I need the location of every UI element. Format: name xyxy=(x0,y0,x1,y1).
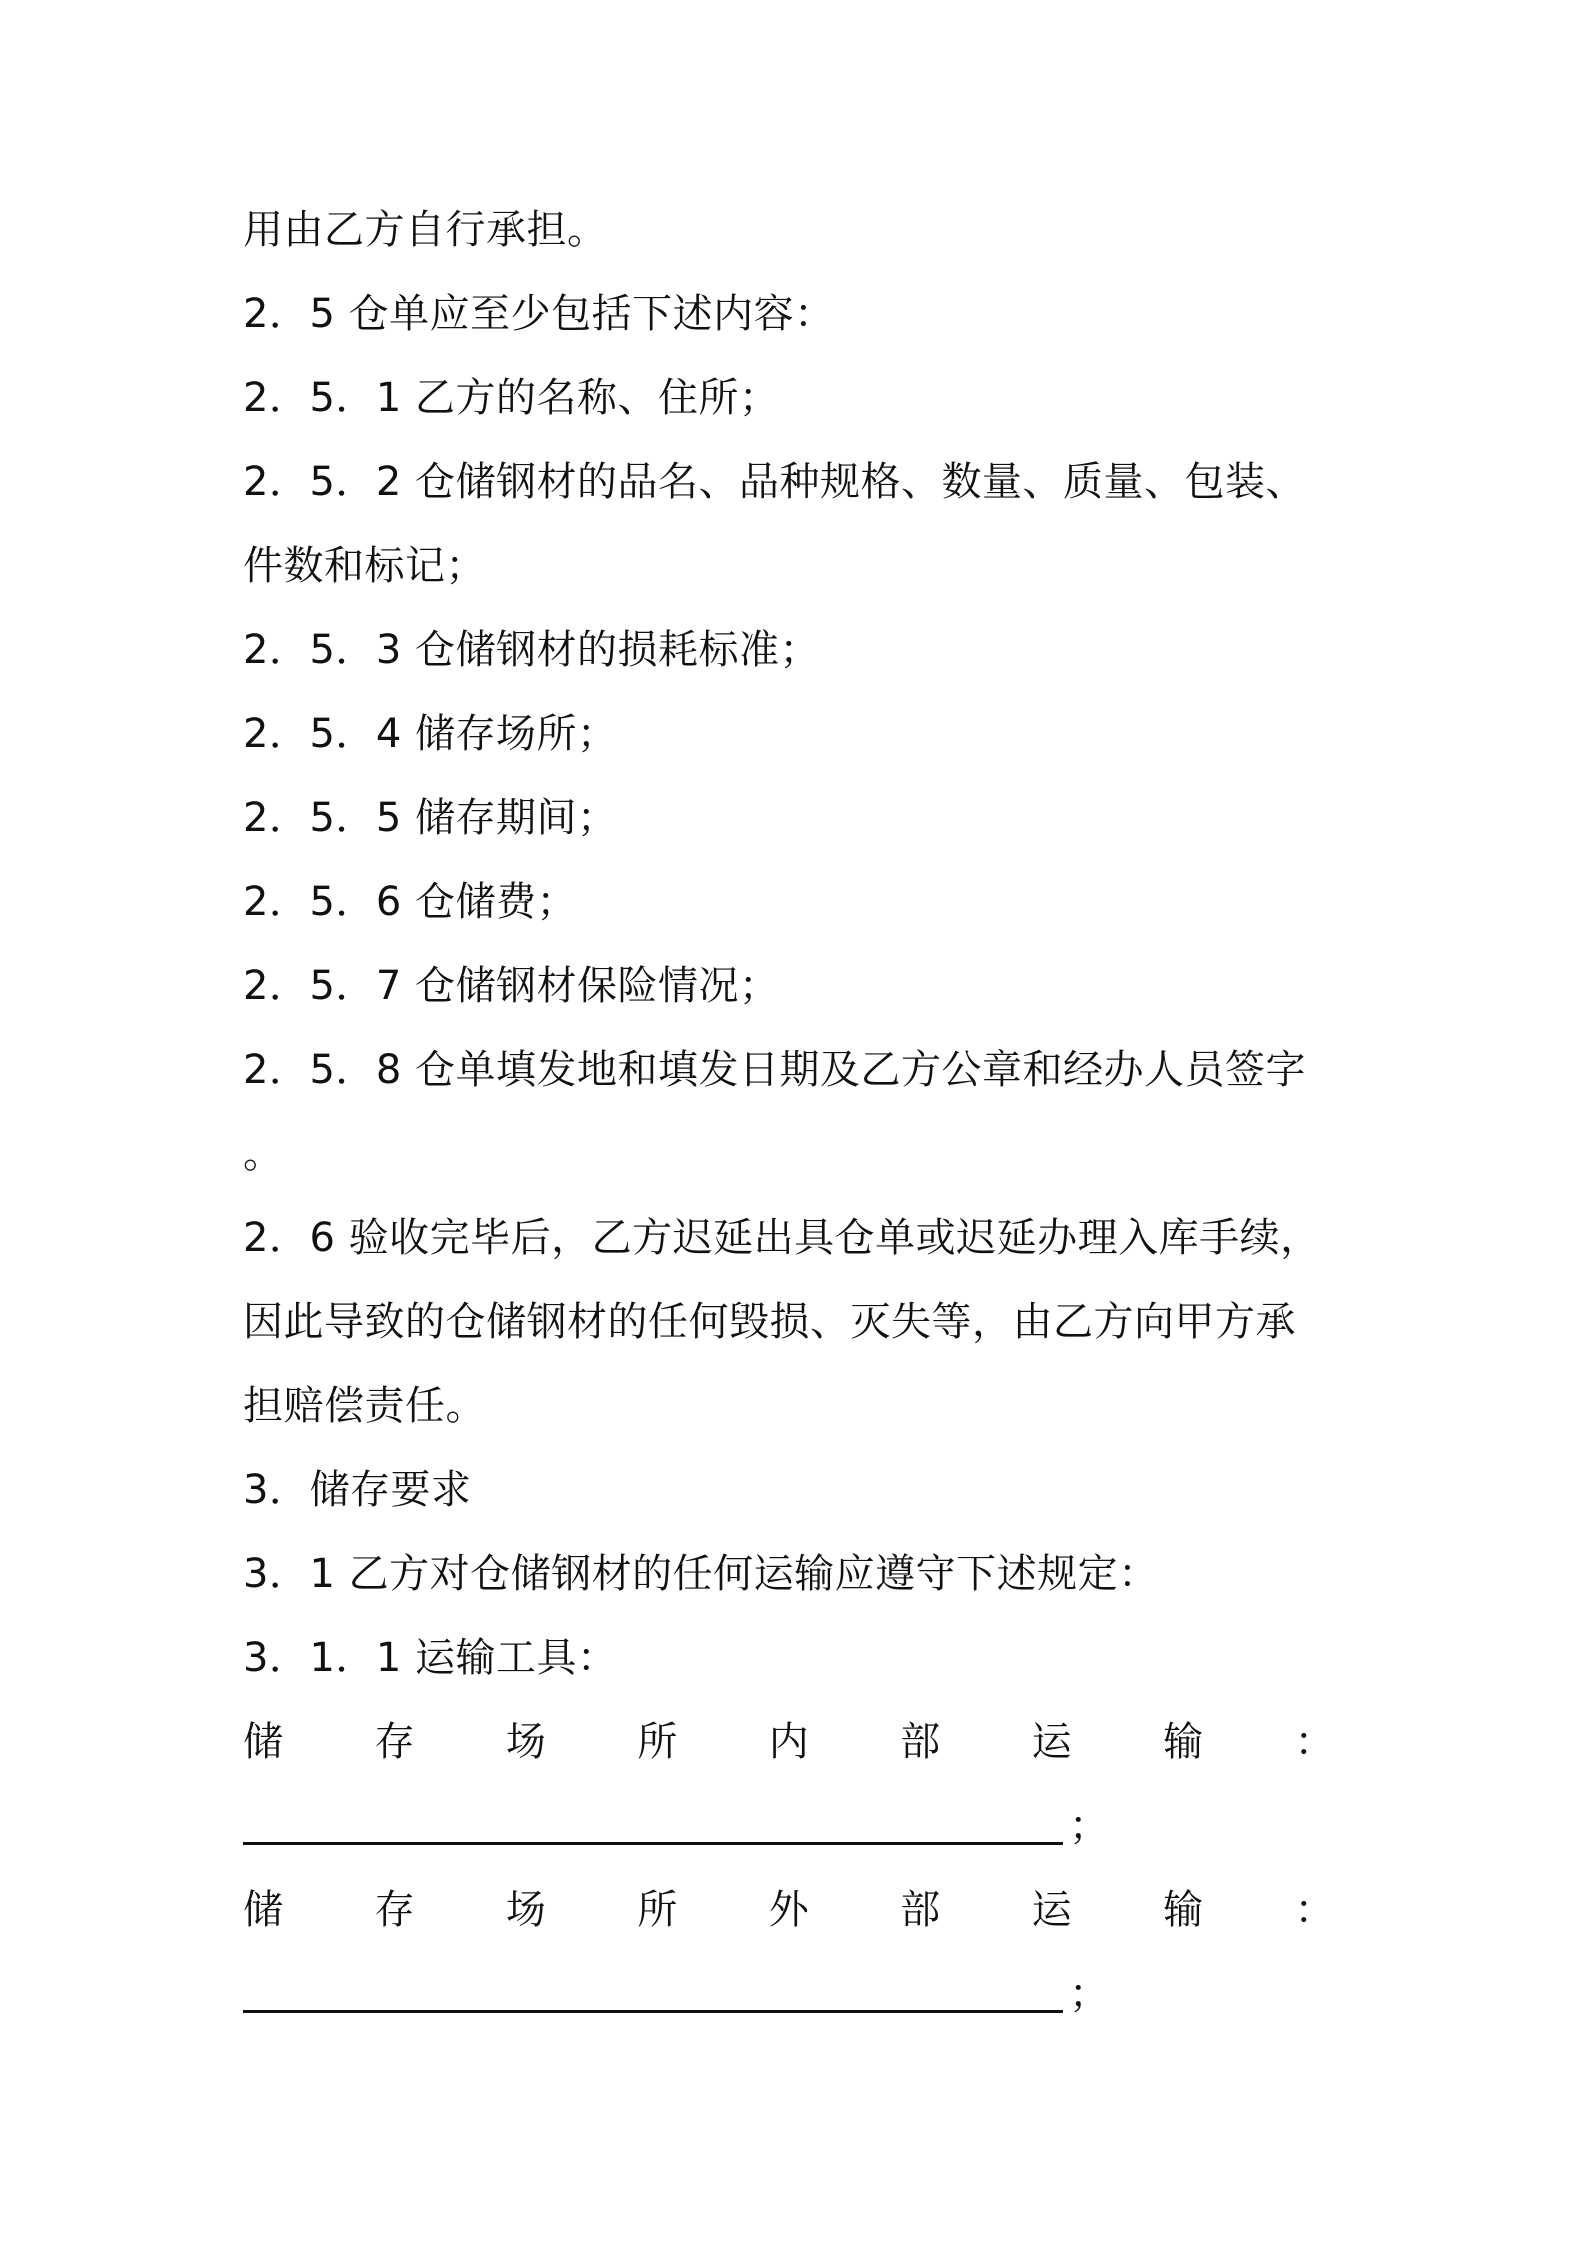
clause-2-5-2: 2．5．2 仓储钢材的品名、品种规格、数量、质量、包装、 xyxy=(243,459,1307,505)
label-char: 运 xyxy=(1031,1719,1073,1765)
clause-2-5-7: 2．5．7 仓储钢材保险情况； xyxy=(243,963,780,1009)
clause-2-6-cont-1: 因此导致的仓储钢材的任何毁损、灭失等，由乙方向甲方承 xyxy=(243,1299,1296,1345)
clause-2-5-8-cont: 。 xyxy=(243,1131,284,1177)
label-char: ： xyxy=(1294,1887,1335,1933)
fill-in-blank-line[interactable] xyxy=(243,1966,1063,2013)
label-char: 部 xyxy=(900,1887,941,1933)
internal-transport-blank xyxy=(243,1784,1363,1868)
fill-in-blank-line[interactable] xyxy=(243,1798,1063,1845)
clause-2-5-1: 2．5．1 乙方的名称、住所； xyxy=(243,375,780,421)
external-transport-blank xyxy=(243,1952,1363,2036)
clause-3-1-1: 3．1．1 运输工具： xyxy=(243,1635,618,1681)
clause-2-5-6: 2．5．6 仓储费； xyxy=(243,879,578,925)
clause-2-5-2-cont: 件数和标记； xyxy=(243,543,486,589)
label-char: 内 xyxy=(768,1719,810,1765)
clause-2-5-4: 2．5．4 储存场所； xyxy=(243,711,618,757)
text-line: 用由乙方自行承担。 xyxy=(243,207,608,253)
label-char: ： xyxy=(1294,1719,1335,1765)
clause-2-6-cont-2: 担赔偿责任。 xyxy=(243,1383,486,1429)
section-3-heading: 3．储存要求 xyxy=(243,1467,472,1513)
label-char: 输 xyxy=(1163,1719,1204,1765)
label-char: 储 xyxy=(243,1887,284,1933)
label-char: 外 xyxy=(768,1887,810,1933)
clause-2-5: 2．5 仓单应至少包括下述内容： xyxy=(243,291,835,337)
label-char: 场 xyxy=(505,1887,547,1933)
label-char: 输 xyxy=(1163,1887,1204,1933)
clause-2-6: 2．6 验收完毕后，乙方迟延出具仓单或迟延办理入库手续， xyxy=(243,1215,1321,1261)
clause-2-5-8: 2．5．8 仓单填发地和填发日期及乙方公章和经办人员签字 xyxy=(243,1047,1307,1093)
document-body xyxy=(243,188,1363,2036)
label-char: 场 xyxy=(505,1719,547,1765)
label-char: 运 xyxy=(1031,1887,1073,1933)
clause-2-5-5: 2．5．5 储存期间； xyxy=(243,795,618,841)
label-char: 存 xyxy=(374,1719,415,1765)
label-char: 储 xyxy=(243,1719,284,1765)
internal-transport-label xyxy=(243,1700,1335,1784)
blank-terminator: ； xyxy=(1069,1803,1110,1849)
label-char: 部 xyxy=(900,1719,941,1765)
clause-3-1: 3．1 乙方对仓储钢材的任何运输应遵守下述规定： xyxy=(243,1551,1159,1597)
label-char: 所 xyxy=(637,1719,678,1765)
label-char: 存 xyxy=(374,1887,415,1933)
clause-2-5-3: 2．5．3 仓储钢材的损耗标准； xyxy=(243,627,821,673)
blank-terminator: ； xyxy=(1069,1971,1110,2017)
label-char: 所 xyxy=(637,1887,678,1933)
external-transport-label xyxy=(243,1868,1335,1952)
